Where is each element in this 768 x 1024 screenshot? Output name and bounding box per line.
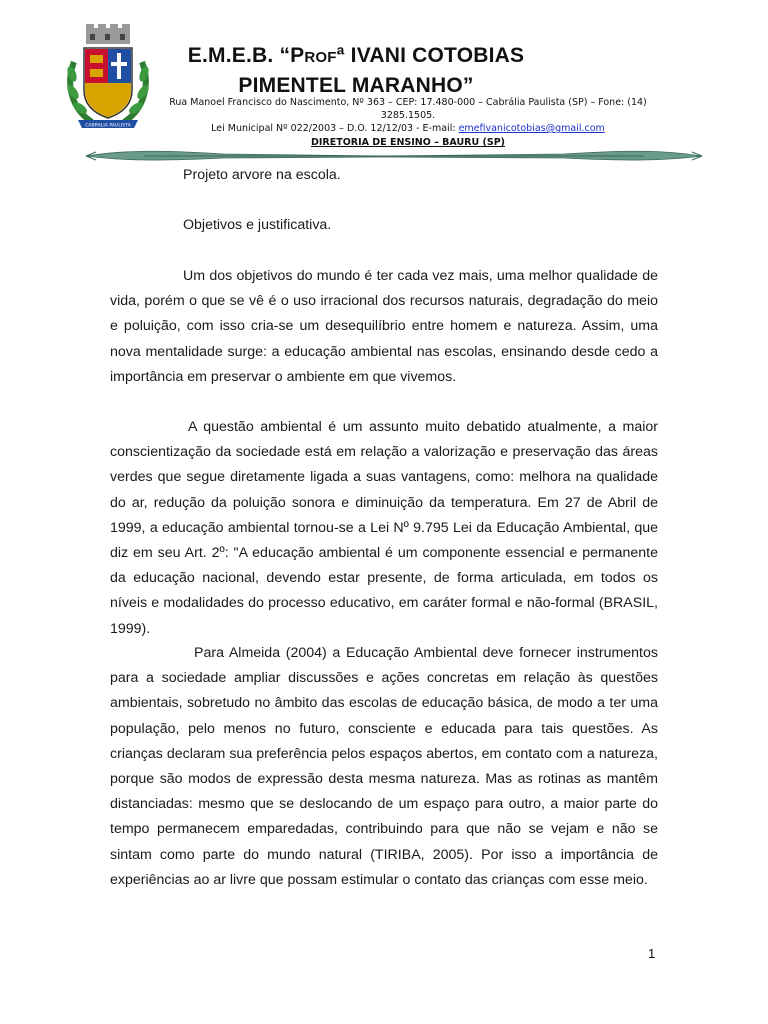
municipal-crest-icon [64,22,152,134]
school-name [170,42,542,100]
school-email-link[interactable]: emefivanicotobias@gmail.com [458,123,605,134]
crest-motto: CABRALIA PAULISTA [85,123,131,129]
school-name-prefix: E.M.E.B. “ [187,44,291,67]
school-name-prof-smallcaps: ROF [304,49,337,66]
school-name-prof-ordinal: ª [336,44,345,67]
paragraph-3: Para Almeida (2004) a Educação Ambiental deve fornecer instrumentos para a sociedade ampliar discussões e ações concretas em relação às questões ambientais, sobretudo no âmbito das escolas de educação básica, de modo a ter uma população, pelo menos no futuro, consciente e educada para tais questões. As crianças declaram sua preferência pelos espaços abertos, em contato com a natureza, porque são modos de expressão desta mesma natureza. Mas as rotinas as mantêm distanciadas: mesmo que se deslocando de um espaço para outro, a maior parte do tempo permanecem emparedadas, contribuindo para que não se vejam e não se sintam como parte do mundo natural (TIRIBA, 2005). Por isso a importância de experiências ao ar livre que possam estimular o contato das crianças com esse meio. [110,645,658,888]
paragraph-2: A questão ambiental é um assunto muito debatido atualmente, a maior conscientização da sociedade está em relação a valorização e preservação das áreas verdes que segue diretamente ligada a suas vantagens, como: melhora na qualidade do ar, redução da poluição sonora e diminuição da temperatura. Em 27 de Abril de 1999, a educação ambiental tornou-se a Lei Nº 9.795 Lei da Educação Ambiental, que diz em seu Art. 2º: "A educação ambiental é um componente essencial e permanente da educação nacional, devendo estar presente, de forma articulada, em todos os níveis e modalidades do processo educativo, em caráter formal e não-formal (BRASIL, 1999). [110,419,658,637]
school-name-main: IVANI COTOBIAS PIMENTEL MARANHO” [238,44,525,97]
header-divider-ornament [84,148,704,164]
school-name-prof-initial: P [290,44,305,67]
diretoria-heading: DIRETORIA DE ENSINO – BAURU (SP) [310,137,506,148]
school-address: Rua Manoel Francisco do Nascimento, Nº 363 – CEP: 17.480-000 – Cabrália Paulista (SP) – Fone: (14) 3285.1505. [169,97,647,121]
legal-info-text: Lei Municipal Nº 022/2003 – D.O. 12/12/03 - E-mail: [211,123,459,134]
paragraph-1: Um dos objetivos do mundo é ter cada vez mais, uma melhor qualidade de vida, porém o que se vê é o uso irracional dos recursos naturais, degradação do meio e poluição, com isso cria-se um desequilíbrio entre homem e natureza. Assim, uma nova mentalidade surge: a educação ambiental nas escolas, ensinando desde cedo a importância em preservar o ambiente em que vivemos. [110,268,658,385]
document-title: Projeto arvore na escola. [183,167,341,183]
document-subtitle: Objetivos e justificativa. [183,217,332,233]
school-legal-info [158,122,658,135]
page-number: 1 [648,946,656,961]
